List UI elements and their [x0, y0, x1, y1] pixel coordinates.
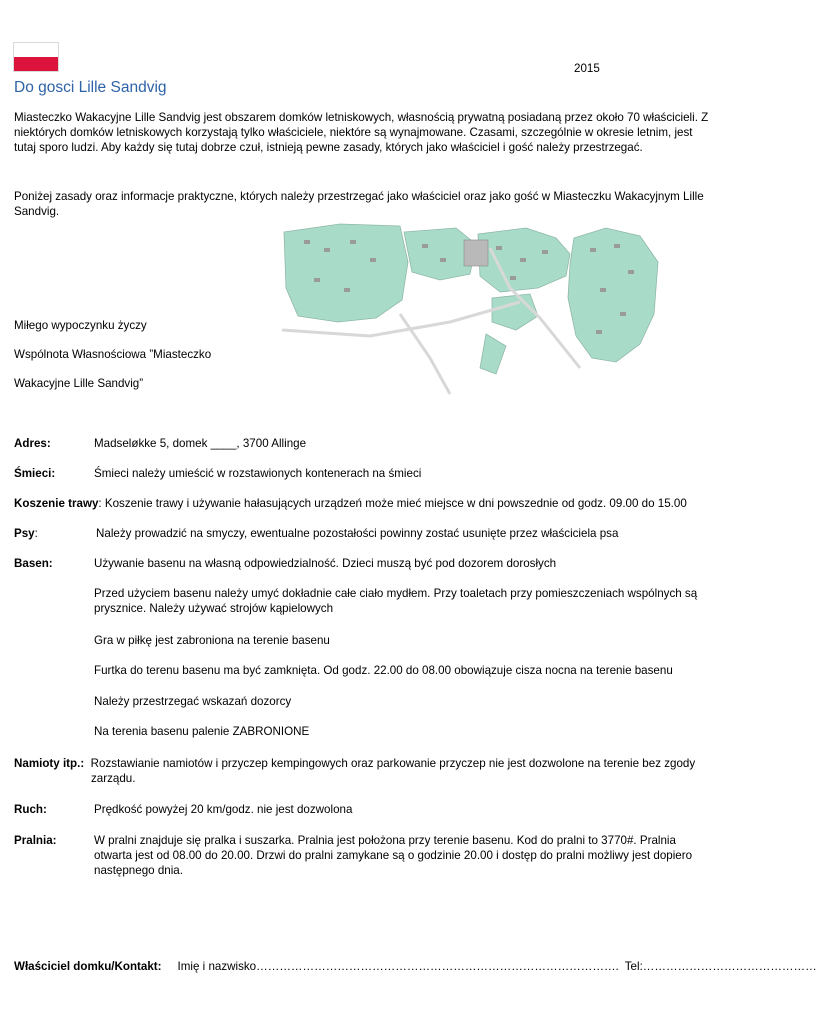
rule-value: W pralni znajduje się pralka i suszarka. Pralnia jest położona przy terenie basenu. Kod do pralni to 3770#. Pralnia otwarta jest od 08.00 do 20.00. Drzwi do pralni zamykane są o godzinie 20.00 i dostęp do pralni możliwy jest dopiero następnego dnia.	[94, 834, 693, 877]
rule-label: Ruch:	[14, 803, 47, 816]
owner-tel-field: Tel:………………………………………	[624, 960, 817, 973]
greeting-line: Wakacyjne Lille Sandvig”	[14, 377, 144, 390]
rule-value: Prędkość powyżej 20 km/godz. nie jest dozwolona	[94, 803, 353, 816]
rule-colon: :	[34, 527, 38, 540]
poland-flag-icon	[14, 43, 58, 71]
page-title: Do gosci Lille Sandvig	[14, 79, 167, 96]
rule-koszenie	[14, 496, 714, 511]
basen-rule: Na terenia basenu palenie ZABRONIONE	[94, 725, 310, 738]
owner-contact	[14, 959, 817, 974]
basen-rule: Używanie basenu na własną odpowiedzialność. Dzieci muszą być pod dozorem dorosłych	[94, 557, 557, 570]
greeting-line: Miłego wypoczynku życzy	[14, 319, 147, 332]
rule-value: Madseløkke 5, domek ____, 3700 Allinge	[94, 437, 307, 450]
rule-label: Basen:	[14, 557, 53, 570]
greeting-line: Wspólnota Własnościowa ”Miasteczko	[14, 348, 212, 361]
rule-value-continued: zarządu.	[91, 772, 136, 785]
basen-rule: Furtka do terenu basenu ma być zamknięta. Od godz. 22.00 do 08.00 obowiązuje cisza nocna na terenie basenu	[94, 664, 673, 677]
rule-label: Koszenie trawy	[14, 497, 99, 510]
owner-contact-label: Właściciel domku/Kontakt:	[14, 960, 162, 973]
basen-rule: Gra w piłkę jest zabroniona na terenie basenu	[94, 634, 330, 647]
rule-label: Śmieci:	[14, 467, 56, 480]
intro-paragraph-2: Poniżej zasady oraz informacje praktyczne, których należy przestrzegać jako właściciel oraz jako gość w Miasteczku Wakacyjnym Lille Sandvig.	[14, 190, 704, 218]
site-map-image	[280, 218, 660, 402]
rule-value: Śmieci należy umieścić w rozstawionych kontenerach na śmieci	[94, 467, 422, 480]
rule-value: Należy prowadzić na smyczy, ewentualne pozostałości powinny zostać usunięte przez właściciela psa	[96, 527, 619, 540]
intro-paragraph: Miasteczko Wakacyjne Lille Sandvig jest obszarem domków letniskowych, własnością prywatną posiadaną przez około 70 właścicieli. Z niektórych domków letniskowych korzystają tylko właściciele, niektóre są wynajmowane. Czasami, szczególnie w okresie letnim, jest tutaj sporo ludzi. Aby każdy się tutaj dobrze czuł, istnieją pewne zasady, których jako właściciel i gość należy przestrzegać.	[14, 111, 709, 154]
rule-label: Pralnia:	[14, 834, 57, 847]
rule-label: Adres:	[14, 437, 51, 450]
rule-label: Namioty itp.:	[14, 757, 85, 770]
owner-name-field: Imię i nazwisko………………………………………………………………………………….	[177, 960, 619, 973]
basen-rule: Przed użyciem basenu należy umyć dokładnie całe ciało mydłem. Przy toaletach przy pomieszczeniach wspólnych są prysznice. Należy używać strojów kąpielowych	[94, 587, 698, 615]
rule-value: Rozstawianie namiotów i przyczep kempingowych oraz parkowanie przyczep nie jest dozwolone na terenie bez zgody	[90, 757, 696, 770]
rule-namioty	[14, 756, 714, 786]
basen-rule: Należy przestrzegać wskazań dozorcy	[94, 695, 292, 708]
rule-label: Psy	[14, 527, 35, 540]
rule-value: : Koszenie trawy i używanie hałasujących urządzeń może mieć miejsce w dni powszednie od godz. 09.00 do 15.00	[98, 497, 687, 510]
year: 2015	[574, 62, 600, 75]
